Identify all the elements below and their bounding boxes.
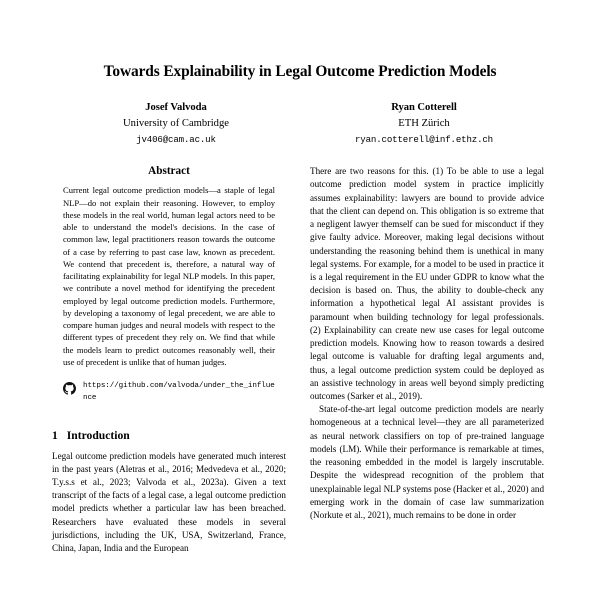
body-paragraph: Legal outcome prediction models have generated much interest in the past years (Aletras et al., 2016; Medvedeva et al., 2020; T.y.s.s et al., 2023; Valvoda et al., 2023a). Given a text transcript of the facts of a legal case, a legal outcome prediction model predicts whether a particular law has been breached. Researchers have evaluated these models in several jurisdictions, including the UK, USA, Switzerland, France, China, Japan, India and the European: [52, 450, 286, 554]
right-column: [310, 165, 544, 555]
introduction-body: [52, 450, 286, 556]
author-block: [52, 100, 548, 147]
author-name: Josef Valvoda: [145, 102, 207, 114]
author-affiliation: ETH Zürich: [398, 118, 450, 130]
author-entry: [300, 100, 548, 147]
two-column-body: [52, 165, 548, 555]
section-number: 1: [52, 428, 58, 442]
abstract-paragraph: Current legal outcome prediction models—a staple of legal NLP—do not explain their reasoning. However, to employ these models in the real world, human legal actors need to be able to understand the model's decisions. In the case of common law, legal practitioners reason towards the outcome of a case by referring to past case law, known as precedent. We contend that precedent is, therefore, a natural way of facilitating explainability for legal NLP models. In this paper, we contribute a novel method for identifying the precedent employed by legal outcome prediction models. Furthermore, by developing a taxonomy of legal precedent, we are able to compare human judges and neural models with respect to the different types of precedent they rely on. We find that while the models learn to predict outcomes reasonably well, their use of precedent is unlike that of human judges.: [63, 185, 275, 367]
left-column: [52, 165, 286, 555]
abstract-heading: Abstract: [148, 165, 190, 178]
author-name: Ryan Cotterell: [391, 102, 457, 114]
page-title: Towards Explainability in Legal Outcome Prediction Models: [103, 63, 497, 80]
abstract-body: [52, 184, 286, 368]
body-paragraph: There are two reasons for this. (1) To be able to use a legal outcome prediction model system in practice implicitly assumes explainability: lawyers are bound to provide advice that the client can depend on. This obligation is so extreme that a negligent lawyer themself can be sued for misconduct if they give faulty advice. Moreover, making legal decisions without understanding the reasoning behind them is unethical in many legal systems. For example, for a model to be used in practice it is a legal requirement in the EU under GDPR to know what the decision is based on. Thus, the ability to double-check any information a hypothetical legal AI assistant provides is paramount when building technology for legal professionals. (2) Explainability can create new use cases for legal outcome prediction models. Knowing how to reason towards a desired legal outcome is valuable for drafting legal arguments and, thus, a legal outcome prediction system could be deployed as an assistive technology in areas well beyond simply predicting outcomes (Sarker et al., 2019).: [310, 166, 544, 401]
body-paragraph: State-of-the-art legal outcome prediction models are nearly homogeneous at a technical level—they are all parameterized as neural network classifiers on top of pre-trained language models (LM). While their performance is remarkable at times, the reasoning embedded in the model is largely inscrutable. Despite the widespread recognition of the problem that unexplainable legal NLP systems pose (Hacker et al., 2020) and emerging work in the domain of case law summarization (Norkute et al., 2021), much remains to be done in order: [310, 404, 544, 520]
right-column-body: [310, 165, 544, 522]
repository-link[interactable]: [52, 381, 286, 405]
github-icon: [63, 382, 76, 395]
repository-url[interactable]: https://github.com/valvoda/under_the_influence: [83, 382, 275, 402]
section-title: Introduction: [66, 428, 130, 442]
author-affiliation: University of Cambridge: [123, 118, 229, 130]
author-email[interactable]: jv406@cam.ac.uk: [136, 134, 216, 146]
section-heading-introduction: [52, 429, 286, 442]
author-entry: [52, 100, 300, 147]
author-email[interactable]: ryan.cotterell@inf.ethz.ch: [355, 134, 493, 146]
